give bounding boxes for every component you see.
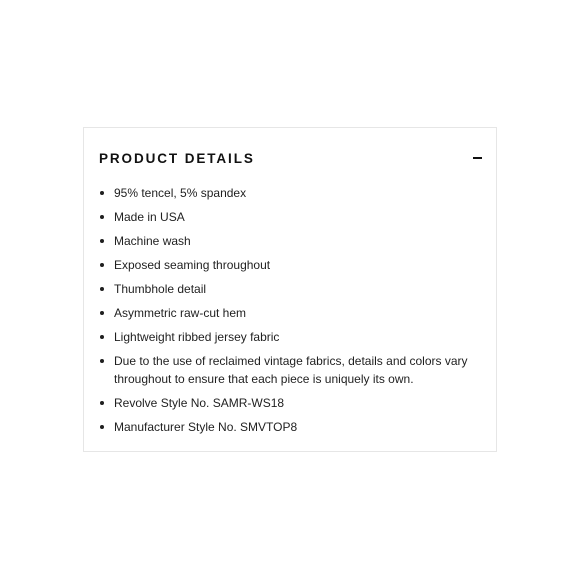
list-item: Revolve Style No. SAMR-WS18: [114, 394, 476, 412]
product-details-panel: [83, 127, 497, 452]
list-item: Exposed seaming throughout: [114, 256, 476, 274]
list-item: Machine wash: [114, 232, 476, 250]
list-item: Made in USA: [114, 208, 476, 226]
product-details-title: PRODUCT DETAILS: [99, 150, 255, 166]
list-item: Thumbhole detail: [114, 280, 476, 298]
list-item: Due to the use of reclaimed vintage fabrics, details and colors vary throughout to ensure that each piece is uniquely its own.: [114, 352, 476, 388]
product-details-list: [114, 184, 476, 442]
list-item: Asymmetric raw-cut hem: [114, 304, 476, 322]
list-item: Lightweight ribbed jersey fabric: [114, 328, 476, 346]
list-item: Manufacturer Style No. SMVTOP8: [114, 418, 476, 436]
list-item: 95% tencel, 5% spandex: [114, 184, 476, 202]
product-details-header[interactable]: [99, 148, 484, 168]
minus-icon[interactable]: [470, 151, 484, 165]
